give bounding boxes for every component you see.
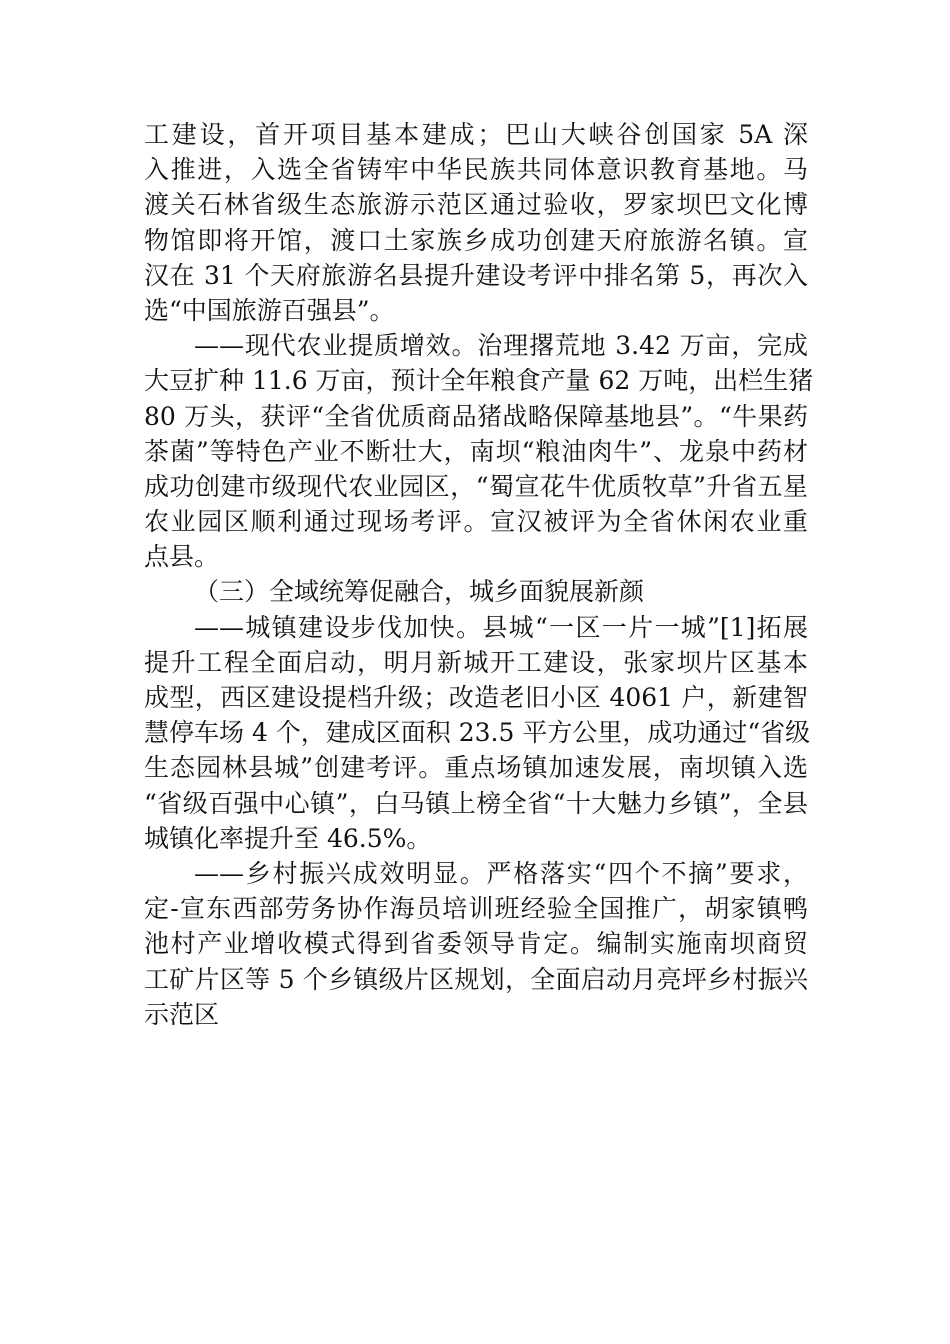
paragraph-line: ——城镇建设步伐加快。县城“一区一片一城”[1]拓展	[194, 612, 808, 642]
paragraph-line: 点县。	[144, 542, 220, 572]
paragraph-line: 渡关石林省级生态旅游示范区通过验收，罗家坝巴文化博	[144, 190, 808, 220]
paragraph-line: 物馆即将开馆，渡口土家族乡成功创建天府旅游名镇。宣	[144, 225, 808, 255]
paragraph-line: 城镇化率提升至 46.5%。	[144, 823, 432, 853]
paragraph-line: 示范区	[144, 999, 220, 1029]
section-heading: （三）全域统筹促融合，城乡面貌展新颜	[194, 577, 645, 607]
paragraph-line: 茶菌”等特色产业不断壮大，南坝“粮油肉牛”、龙泉中药材	[144, 436, 808, 466]
paragraph-line: “省级百强中心镇”，白马镇上榜全省“十大魅力乡镇”，全县	[144, 788, 808, 818]
document-body	[144, 117, 814, 1032]
paragraph-line: 慧停车场 4 个，建成区面积 23.5 平方公里，成功通过“省级	[144, 718, 811, 748]
paragraph-line: 定-宣东西部劳务协作海员培训班经验全国推广，胡家镇鸭	[144, 894, 808, 924]
paragraph-line: 成型，西区建设提档升级；改造老旧小区 4061 户，新建智	[144, 683, 808, 712]
paragraph-line: 80 万头，获评“全省优质商品猪战略保障基地县”。“牛果药	[144, 401, 808, 431]
paragraph-line: 生态园林县城”创建考评。重点场镇加速发展，南坝镇入选	[144, 753, 808, 783]
paragraph-line: 提升工程全面启动，明月新城开工建设，张家坝片区基本	[144, 647, 808, 677]
paragraph-line: 成功创建市级现代农业园区，“蜀宣花牛优质牧草”升省五星	[144, 471, 808, 501]
paragraph-line: 汉在 31 个天府旅游名县提升建设考评中排名第 5，再次入	[144, 260, 808, 290]
paragraph-line: 农业园区顺利通过现场考评。宣汉被评为全省休闲农业重	[144, 507, 808, 537]
paragraph-line: 工建设，首开项目基本建成；巴山大峡谷创国家 5A 深	[144, 120, 808, 149]
paragraph-line: 池村产业增收模式得到省委领导肯定。编制实施南坝商贸	[144, 929, 808, 959]
paragraph-line: 工矿片区等 5 个乡镇级片区规划，全面启动月亮坪乡村振兴	[144, 964, 808, 994]
paragraph-line: 入推进，入选全省铸牢中华民族共同体意识教育基地。马	[144, 155, 808, 185]
paragraph-line: ——乡村振兴成效明显。严格落实“四个不摘”要求，	[194, 858, 808, 888]
paragraph-line: 选“中国旅游百强县”。	[144, 295, 395, 325]
paragraph-line: 大豆扩种 11.6 万亩，预计全年粮食产量 62 万吨，出栏生猪	[144, 366, 814, 396]
paragraph-line: ——现代农业提质增效。治理撂荒地 3.42 万亩，完成	[194, 331, 808, 361]
